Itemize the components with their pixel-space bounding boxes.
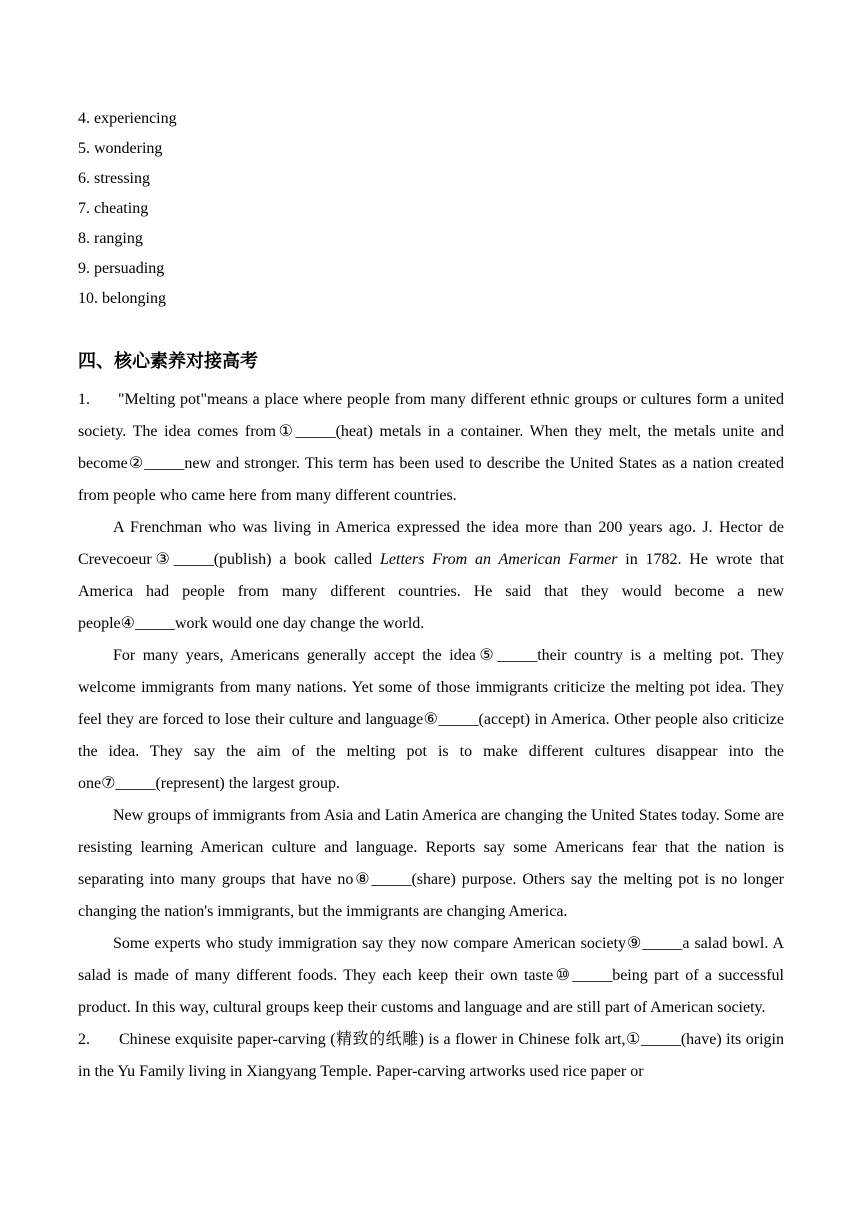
paragraph-text: A Frenchman who was living in America expressed the idea more than 200 years ago. J. Hector de Crevecoeur③_____(publish) a book called <box>78 519 784 568</box>
book-title: Letters From an American Farmer <box>380 551 618 568</box>
list-item: 4. experiencing <box>78 110 177 127</box>
paragraph <box>78 512 784 640</box>
paragraph: Some experts who study immigration say they now compare American society⑨_____a salad bowl. A salad is made of many different foods. They each keep their own taste⑩_____being part of a successful product. In this way, cultural groups keep their customs and language and are still part of American society. <box>78 935 784 1016</box>
list-item: 7. cheating <box>78 200 149 217</box>
passage-1 <box>78 384 784 1024</box>
paragraph-text: in 1782. He wrote that America had people from many different countries. He said that they would become a new people④_____work would one day change the world. <box>78 551 784 632</box>
list-item: 9. persuading <box>78 260 165 277</box>
list-item: 8. ranging <box>78 230 143 247</box>
question-number: 2. <box>78 1031 90 1048</box>
paragraph-text: Chinese exquisite paper-carving (精致的纸雕) is a flower in Chinese folk art,①_____(have) its origin in the Yu Family living in Xiangyang Temple. Paper-carving artworks used rice paper or <box>78 1031 784 1080</box>
paragraph: New groups of immigrants from Asia and Latin America are changing the United States today. Some are resisting learning American culture and language. Reports say some Americans fear that the nation is separating into many groups that have no⑧_____(share) purpose. Others say the melting pot is no longer changing the nation's immigrants, but the immigrants are changing America. <box>78 807 784 920</box>
paragraph-text: "Melting pot"means a place where people from many different ethnic groups or cultures form a united society. The idea comes from①_____(heat) metals in a container. When they melt, the metals unite and become②_____new and stronger. This term has been used to describe the United States as a nation created from people who came here from many different countries. <box>78 391 784 504</box>
answer-list <box>78 104 784 314</box>
passage-2 <box>78 1024 784 1088</box>
list-item: 5. wondering <box>78 140 163 157</box>
section-heading: 四、核心素养对接高考 <box>78 351 258 372</box>
paragraph <box>78 1024 784 1088</box>
list-item: 6. stressing <box>78 170 150 187</box>
question-number: 1. <box>78 391 90 408</box>
paragraph <box>78 384 784 512</box>
list-item: 10. belonging <box>78 290 166 307</box>
paragraph: For many years, Americans generally accept the idea⑤_____their country is a melting pot. They welcome immigrants from many nations. Yet some of those immigrants criticize the melting pot idea. They feel they are forced to lose their culture and language⑥_____(accept) in America. Other people also criticize the idea. They say the aim of the melting pot is to make different cultures disappear into the one⑦_____(represent) the largest group. <box>78 647 784 792</box>
